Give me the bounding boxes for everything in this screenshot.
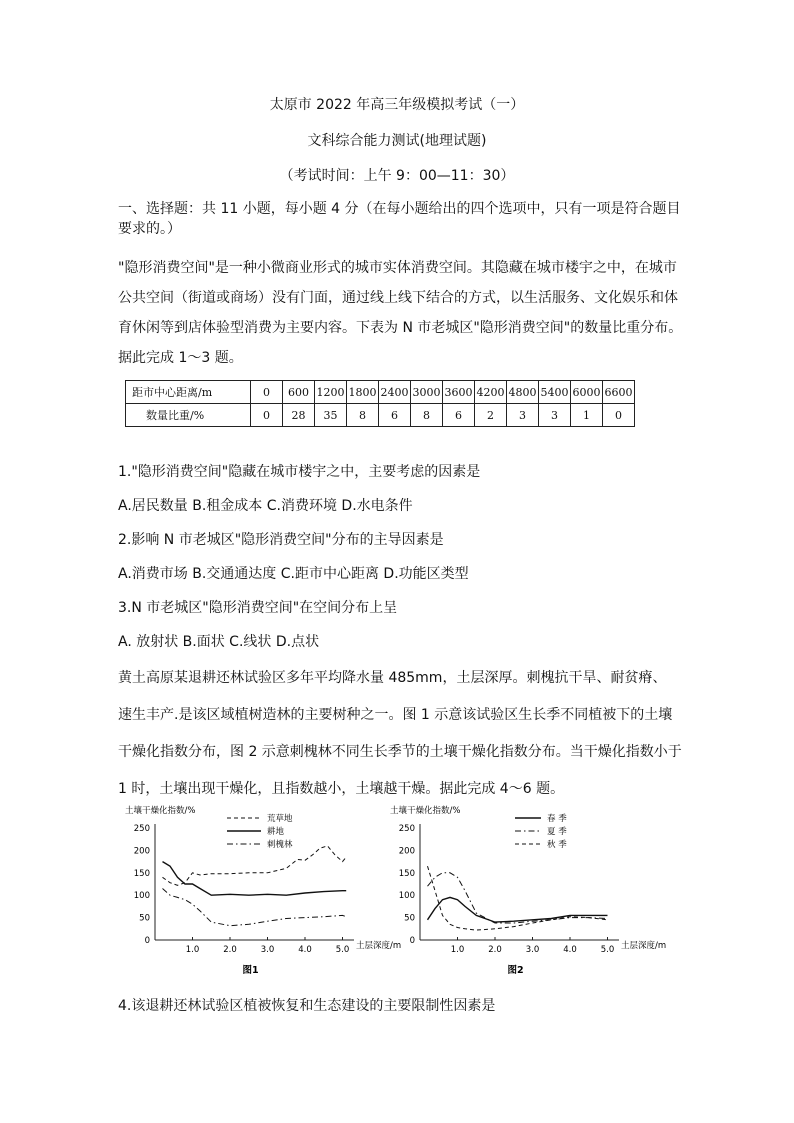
table-cell: 3	[539, 404, 571, 427]
y-tick-label: 0	[144, 936, 150, 946]
passage-2-line: 黄土高原某退耕还林试验区多年平均降水量 485mm，土层深厚。刺槐抗干旱、耐贫瘠、	[118, 670, 667, 686]
table-cell: 4200	[475, 381, 507, 404]
legend-label-1: 荒草地	[267, 814, 293, 824]
y-tick-label: 250	[133, 824, 150, 834]
section-heading-line1: 一、选择题：共 11 小题，每小题 4 分（在每小题给出的四个选项中，只有一项是符合题目	[118, 201, 681, 217]
x-axis-label: 土层深度/m	[621, 941, 667, 951]
y-tick-label: 50	[404, 913, 415, 924]
table-cell: 3600	[443, 381, 475, 404]
question-options: A.消费市场 B.交通通达度 C.距市中心距离 D.功能区类型	[118, 566, 469, 582]
table-cell: 1	[571, 404, 603, 427]
figure-2-chart	[390, 800, 690, 980]
legend-label-2: 夏 季	[547, 827, 567, 837]
table-cell: 6600	[603, 381, 635, 404]
passage-1	[118, 253, 688, 373]
distance-share-table	[125, 380, 635, 427]
y-tick-label: 200	[133, 846, 150, 857]
x-tick-label: 4.0	[563, 945, 577, 955]
y-tick-label: 0	[409, 936, 415, 946]
series-line-1	[163, 846, 347, 885]
x-tick-label: 1.0	[450, 945, 465, 955]
legend-label-3: 刺槐林	[267, 840, 293, 850]
section-heading	[118, 199, 688, 239]
table-cell: 8	[347, 404, 379, 427]
question-options: A. 放射状 B.面状 C.线状 D.点状	[118, 634, 320, 650]
passage-1-line: 育休闲等到店体验型消费为主要内容。下表为 N 市老城区"隐形消费空间"的数量比重分布。	[118, 320, 683, 336]
x-tick-label: 2.0	[223, 945, 237, 955]
figure-1-chart	[115, 800, 402, 980]
legend-label-1: 春 季	[547, 814, 567, 824]
table-cell: 5400	[539, 381, 571, 404]
y-axis-label: 土壤干燥化指数/%	[125, 806, 196, 816]
y-tick-label: 100	[133, 891, 150, 902]
y-tick-label: 250	[398, 824, 415, 834]
series-line-3	[163, 889, 347, 926]
y-tick-label: 100	[398, 891, 415, 902]
passage-1-line: "隐形消费空间"是一种小微商业形式的城市实体消费空间。其隐藏在城市楼宇之中，在城市	[118, 260, 677, 276]
table-cell: 3	[507, 404, 539, 427]
passage-2-line: 1 时，土壤出现干燥化，且指数越小，土壤越干燥。据此完成 4～6 题。	[118, 781, 565, 797]
table-cell: 2	[475, 404, 507, 427]
table-cell: 8	[411, 404, 443, 427]
page-subtitle: 文科综合能力测试(地理试题)	[307, 133, 487, 149]
x-tick-label: 1.0	[185, 945, 200, 955]
table-cell: 0	[251, 404, 283, 427]
x-tick-label: 3.0	[525, 945, 540, 955]
passage-2-line: 干燥化指数分布，图 2 示意刺槐林不同生长季节的土壤干燥化指数分布。当干燥化指数小于	[118, 744, 682, 760]
passage-2-line: 速生丰产.是该区域植树造林的主要树种之一。图 1 示意该试验区生长季不同植被下的土壤	[118, 707, 673, 723]
x-tick-label: 5.0	[335, 945, 350, 955]
table-cell: 0	[603, 404, 635, 427]
row-header-share: 数量比重/%	[126, 404, 251, 427]
page-title: 太原市 2022 年高三年级模拟考试（一）	[269, 97, 525, 113]
table-row-distance	[126, 381, 635, 404]
y-tick-label: 150	[133, 868, 150, 879]
series-line-2	[163, 862, 347, 896]
table-cell: 4800	[507, 381, 539, 404]
x-tick-label: 5.0	[600, 945, 615, 955]
passage-1-line: 据此完成 1～3 题。	[118, 350, 243, 366]
x-tick-label: 4.0	[298, 945, 312, 955]
y-tick-label: 200	[398, 846, 415, 857]
table-cell: 1200	[315, 381, 347, 404]
question-options: A.居民数量 B.租金成本 C.消费环境 D.水电条件	[118, 498, 413, 514]
question-stem: 1."隐形消费空间"隐藏在城市楼宇之中，主要考虑的因素是	[118, 464, 481, 480]
x-axis-label: 土层深度/m	[356, 941, 402, 951]
table-cell: 6	[379, 404, 411, 427]
row-header-distance: 距市中心距离/m	[126, 381, 251, 404]
table-cell: 6	[443, 404, 475, 427]
table-cell: 35	[315, 404, 347, 427]
table-cell: 1800	[347, 381, 379, 404]
y-tick-label: 150	[398, 868, 415, 879]
question-4: 4.该退耕还林试验区植被恢复和生态建设的主要限制性因素是	[118, 998, 496, 1014]
x-tick-label: 2.0	[488, 945, 502, 955]
y-tick-label: 50	[139, 913, 150, 924]
table-cell: 600	[283, 381, 315, 404]
legend-label-2: 耕地	[267, 827, 285, 837]
table-cell: 0	[251, 381, 283, 404]
series-line-1	[428, 897, 608, 922]
table-row-share	[126, 404, 635, 427]
legend-label-3: 秋 季	[547, 840, 567, 850]
table-cell: 6000	[571, 381, 603, 404]
question-stem: 3.N 市老城区"隐形消费空间"在空间分布上呈	[118, 600, 398, 616]
passage-1-line: 公共空间（街道或商场）没有门面，通过线上线下结合的方式，以生活服务、文化娱乐和体	[118, 290, 678, 306]
table-cell: 3000	[411, 381, 443, 404]
exam-time: （考试时间：上午 9：00—11：30）	[279, 168, 515, 184]
section-heading-line2: 要求的。）	[118, 221, 181, 237]
questions-1-3	[118, 455, 688, 659]
question-stem: 2.影响 N 市老城区"隐形消费空间"分布的主导因素是	[118, 532, 444, 548]
x-tick-label: 3.0	[260, 945, 275, 955]
table-cell: 28	[283, 404, 315, 427]
figure-title: 图2	[507, 965, 524, 976]
y-axis-label: 土壤干燥化指数/%	[390, 806, 461, 816]
passage-2	[118, 660, 688, 808]
figure-title: 图1	[242, 965, 259, 976]
table-cell: 2400	[379, 381, 411, 404]
